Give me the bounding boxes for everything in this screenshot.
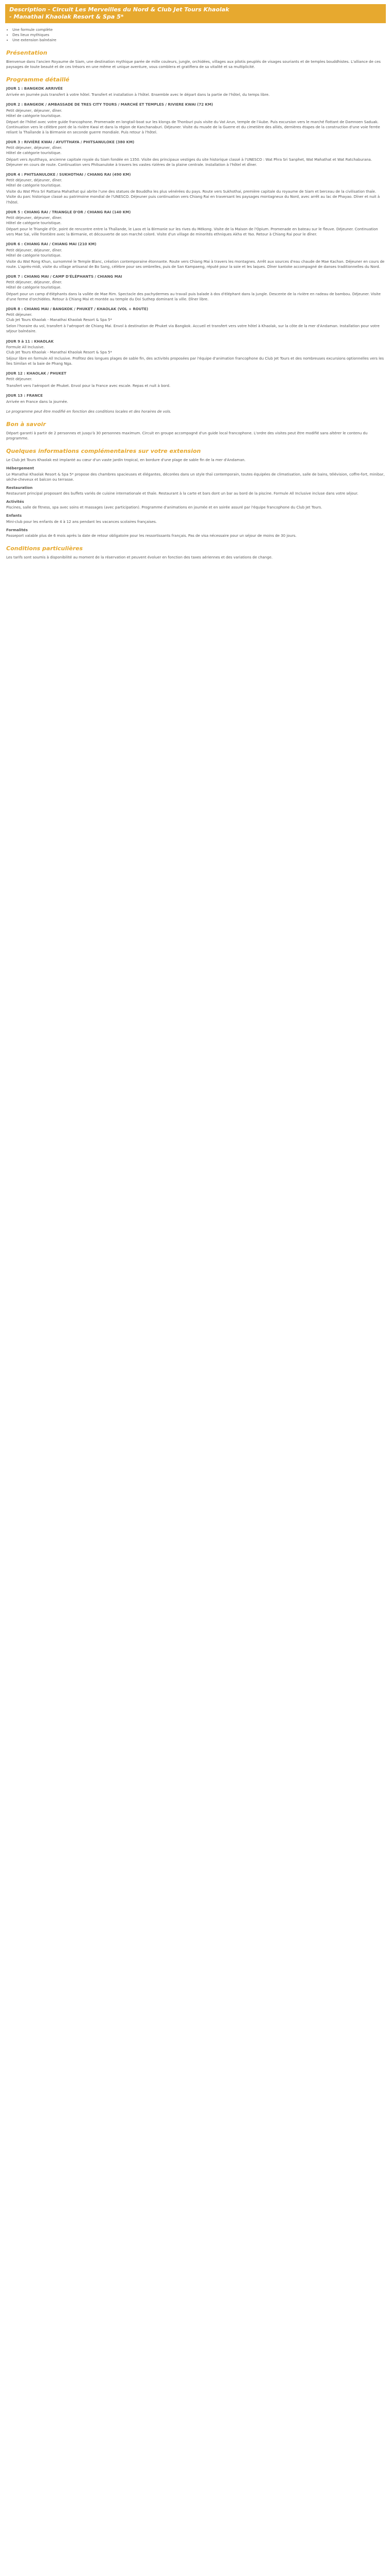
day-title: JOUR 3 : RIVIÈRE KWAI / AYUTTHAYA / PHITSANULOKE (380 KM) bbox=[6, 140, 135, 145]
option-title: Formalités bbox=[6, 528, 28, 532]
day-meals: Petit déjeuner, déjeuner, dîner. bbox=[6, 108, 62, 113]
day-description: Arrivée en France dans la journée. bbox=[6, 399, 69, 404]
option-text: Le Manathai Khaolak Resort & Spa 5* propose des chambres spacieuses et élégantes, décorées dans un style thaï contemporain, toutes équipées de climatisation, salle de bains, télévision, coffre-fort, minibar, sèche-cheveux et balcon ou terrasse. bbox=[6, 472, 385, 482]
banner-title-line-2: - Manathai Khaolak Resort & Spa 5* bbox=[9, 13, 124, 20]
day-meals: Petit déjeuner. bbox=[6, 377, 32, 382]
day-title: JOUR 12 : KHAOLAK / PHUKET bbox=[6, 371, 67, 376]
programme-day bbox=[6, 274, 385, 302]
day-hotel: Hôtel de catégorie touristique. bbox=[6, 183, 62, 188]
day-title: JOUR 8 : CHIANG MAI / BANGKOK / PHUKET / KHAOLAK (VOL + ROUTE) bbox=[6, 307, 149, 311]
option-text: Piscines, salle de fitness, spa avec soins et massages (avec participation). Programme d'animations en journée et en soirée assuré par l'équipe francophone du Club Jet Tours. bbox=[6, 505, 322, 510]
day-description: Départ de l'hôtel avec votre guide francophone. Promenade en longtail-boat sur les klongs de Thonburi puis visite du Vat Arun, temple de l'Aube. Puis excursion vers le marché flottant de Damnoen Saduak. Continuation vers le célèbre pont de la rivière Kwai et dans la région de Kanchanaburi. Déjeuner. Visite du musée de la Guerre et du cimetière des alliés, dernières étapes de la construction d'une voie ferrée reliant la Thaïlande à la Birmanie en seconde guerre mondiale. Puis retour à l'hôtel. bbox=[6, 120, 380, 135]
location-heading: Bon à savoir bbox=[6, 421, 46, 428]
day-meals: Petit déjeuner. bbox=[6, 313, 32, 317]
title-banner bbox=[5, 4, 386, 23]
programme-day bbox=[6, 371, 385, 388]
banner-title-line-1: Description - Circuit Les Merveilles du Nord & Club Jet Tours Khaolak bbox=[9, 6, 230, 13]
programme-day bbox=[6, 339, 385, 367]
option-text: Mini-club pour les enfants de 4 à 12 ans pendant les vacances scolaires françaises. bbox=[6, 519, 157, 524]
programme-note: Le programme peut être modifié en fonction des conditions locales et des horaires de vols. bbox=[6, 409, 171, 414]
highlights-list bbox=[6, 27, 385, 43]
day-hotel: Club Jet Tours Khaolak - Manathai Khaolak Resort & Spa 5* bbox=[6, 318, 112, 323]
day-title: JOUR 6 : CHIANG RAI / CHIANG MAI (210 KM) bbox=[6, 242, 96, 247]
options-intro: Le Club Jet Tours Khaolak est implanté au cœur d'un vaste jardin tropical, en bordure d'une plage de sable fin de la mer d'Andaman. bbox=[6, 458, 246, 463]
option-title: Hébergement bbox=[6, 466, 34, 471]
location-text: Départ garanti à partir de 2 personnes et jusqu'à 30 personnes maximum. Circuit en groupe accompagné d'un guide local francophone. L'ordre des visites peut être modifié sans altérer le contenu du programme. bbox=[6, 431, 368, 441]
option-title: Restauration bbox=[6, 485, 33, 490]
programme-day bbox=[6, 86, 385, 97]
programme-day bbox=[6, 102, 385, 135]
day-description: Arrivée en journée puis transfert à votre hôtel. Transfert et installation à l'hôtel. Ensemble avec le départ dans la partie de l'hôtel, du temps libre. bbox=[6, 93, 270, 97]
options-list bbox=[6, 466, 385, 538]
day-meals: Petit déjeuner, déjeuner, dîner. bbox=[6, 248, 62, 252]
day-description: Départ pour un camp d'éléphants dans la vallée de Mae Rim. Spectacle des pachydermes au travail puis balade à dos d'éléphant dans la jungle. Descente de la rivière en radeau de bambou. Déjeuner. Visite d'une ferme d'orchidées. Retour à Chiang Mai et montée au temple du Doi Suthep dominant la ville. Dîner libre. bbox=[6, 292, 381, 301]
day-description: Transfert vers l'aéroport de Phuket. Envol pour la France avec escale. Repas et nuit à bord. bbox=[6, 383, 171, 388]
day-title: JOUR 7 : CHIANG MAI / CAMP D'ÉLÉPHANTS / CHIANG MAI bbox=[6, 275, 122, 279]
day-title: JOUR 1 : BANGKOK ARRIVÉE bbox=[6, 87, 63, 91]
options-heading: Quelques informations complémentaires sur votre extension bbox=[6, 448, 201, 455]
option-text: Restaurant principal proposant des buffets variés de cuisine internationale et thaïe. Restaurant à la carte et bars dont un bar au bord de la piscine. Formule All Inclusive incluse dans votre séjour. bbox=[6, 491, 359, 496]
programme-heading: Programme détaillé bbox=[6, 76, 70, 83]
programme-days bbox=[6, 86, 385, 404]
day-description: Séjour libre en formule All Inclusive. Profitez des longues plages de sable fin, des activités proposées par l'équipe d'animation francophone du Club Jet Tours et des nombreuses excursions optionnelles vers les îles Similan et la baie de Phang Nga. bbox=[6, 356, 384, 366]
programme-day bbox=[6, 242, 385, 269]
presentation-heading: Présentation bbox=[6, 49, 47, 56]
day-description: Visite du Wat Phra Sri Rattana Mahathat qui abrite l'une des statues de Bouddha les plus vénérées du pays. Route vers Sukhothai, première capitale du royaume de Siam et berceau de la civilisation thaïe. Visite du parc historique classé au patrimoine mondial de l'UNESCO. Déjeuner puis continuation vers Chiang Rai en traversant les paysages montagneux du Nord, avec arrêt au lac de Phayao. Dîner et nuit à l'hôtel. bbox=[6, 190, 380, 205]
day-hotel: Hôtel de catégorie touristique. bbox=[6, 151, 62, 156]
option-title: Enfants bbox=[6, 514, 22, 518]
day-title: JOUR 13 : FRANCE bbox=[6, 393, 43, 398]
day-meals: Petit déjeuner, déjeuner, dîner. bbox=[6, 146, 62, 150]
programme-day bbox=[6, 393, 385, 404]
day-meals: Petit déjeuner, déjeuner, dîner. bbox=[6, 280, 62, 285]
day-hotel: Hôtel de catégorie touristique. bbox=[6, 285, 62, 290]
day-hotel: Club Jet Tours Khaolak - Manathai Khaolak Resort & Spa 5* bbox=[6, 350, 112, 354]
day-title: JOUR 5 : CHIANG RAI / TRIANGLE D'OR / CHIANG RAI (140 KM) bbox=[6, 210, 131, 214]
day-hotel: Hôtel de catégorie touristique. bbox=[6, 253, 62, 258]
conditions-text: Les tarifs sont soumis à disponibilité au moment de la réservation et peuvent évoluer en fonction des taxes aériennes et des variations de change. bbox=[6, 555, 273, 560]
programme-day bbox=[6, 172, 385, 205]
day-title: JOUR 9 à 11 : KHAOLAK bbox=[6, 339, 54, 344]
option-title: Activités bbox=[6, 500, 24, 504]
option-text: Passeport valable plus de 6 mois après la date de retour obligatoire pour les ressortissants français. Pas de visa nécessaire pour un séjour de moins de 30 jours. bbox=[6, 533, 297, 538]
day-meals: Petit déjeuner, déjeuner, dîner. bbox=[6, 215, 62, 220]
page-content bbox=[0, 23, 391, 570]
presentation-text: Bienvenue dans l'ancien Royaume de Siam, une destination mythique parée de mille couleurs, jungle, orchidées, villages aux pilotis peuplés de visages souriants et de temples bouddhistes. L'alliance de ces paysages de toute beauté et de ces trésors en une même et unique aventure, vous comblera et gratifiera de sa vitalité et sa multiplicité. bbox=[6, 59, 381, 69]
programme-day bbox=[6, 307, 385, 334]
day-title: JOUR 4 : PHITSANULOKE / SUKHOTHAI / CHIANG RAI (490 KM) bbox=[6, 172, 131, 177]
day-description: Visite du Wat Rong Khun, surnommé le Temple Blanc, création contemporaine étonnante. Route vers Chiang Mai à travers les montagnes. Arrêt aux sources d'eau chaude de Mae Kachan. Déjeuner en cours de route. L'après-midi, visite du village artisanal de Bo Sang, célèbre pour ses ombrelles, puis de San Kampaeng, réputé pour la soie et les laques. Dîner kantoke accompagné de danses traditionnelles du Nord. bbox=[6, 259, 385, 269]
programme-day bbox=[6, 140, 385, 167]
highlight-item: • Une extension balnéaire bbox=[12, 38, 385, 43]
day-description: Départ vers Ayutthaya, ancienne capitale royale du Siam fondée en 1350. Visite des principaux vestiges du site historique classé à l'UNESCO : Wat Phra Sri Sanphet, Wat Mahathat et Wat Ratchaburana. Déjeuner en cours de route. Continuation vers Phitsanuloke à travers les vastes rizières de la plaine centrale. Installation à l'hôtel et dîner. bbox=[6, 157, 372, 167]
highlight-item: • Une formule complète bbox=[12, 27, 385, 32]
day-hotel: Hôtel de catégorie touristique. bbox=[6, 221, 62, 226]
day-meals: Petit déjeuner, déjeuner, dîner. bbox=[6, 178, 62, 183]
conditions-heading: Conditions particulières bbox=[6, 545, 83, 552]
day-meals: Formule All Inclusive. bbox=[6, 345, 45, 349]
highlight-item: • Des lieux mythiques bbox=[12, 32, 385, 38]
day-description: Selon l'horaire du vol, transfert à l'aéroport de Chiang Mai. Envol à destination de Phuket via Bangkok. Accueil et transfert vers votre hôtel à Khaolak, sur la côte de la mer d'Andaman. Installation pour votre séjour balnéaire. bbox=[6, 324, 380, 334]
day-title: JOUR 2 : BANGKOK / AMBASSADE DE TRES CITY TOURS / MARCHÉ ET TEMPLES / RIVIERE KWAI (72 KM) bbox=[6, 103, 213, 107]
day-description: Départ pour le Triangle d'Or, point de rencontre entre la Thaïlande, le Laos et la Birmanie sur les rives du Mékong. Visite de la Maison de l'Opium. Promenade en bateau sur le fleuve. Déjeuner. Continuation vers Mae Sai, ville frontière avec la Birmanie, et découverte de son marché coloré. Visite d'un village de minorités ethniques Akha et Yao. Retour à Chiang Rai pour le dîner. bbox=[6, 227, 378, 237]
programme-day bbox=[6, 210, 385, 238]
day-hotel: Hôtel de catégorie touristique. bbox=[6, 113, 62, 118]
